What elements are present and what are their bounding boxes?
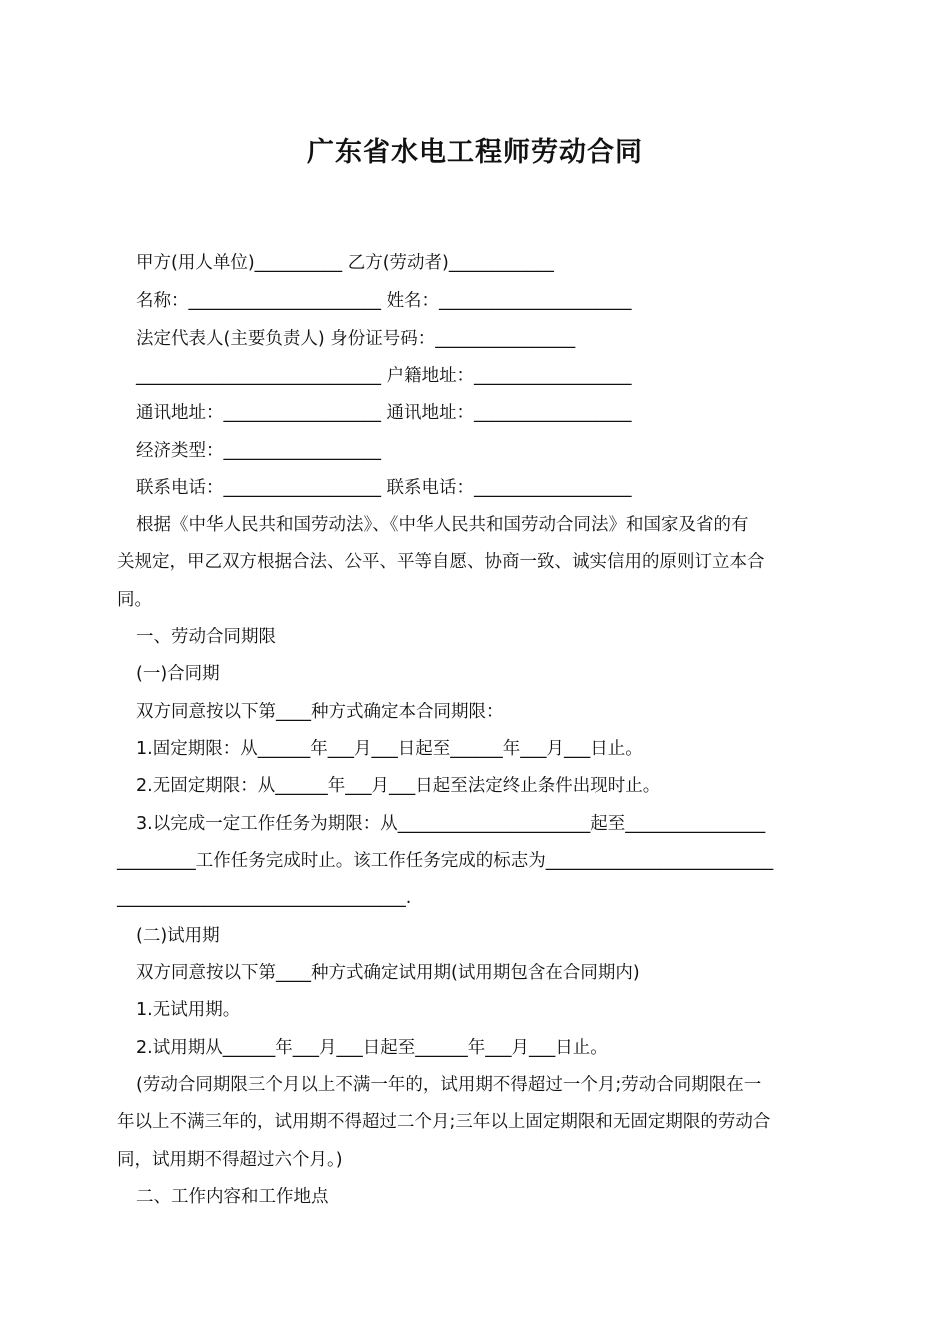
section-1-heading: 一、劳动合同期限 (136, 627, 276, 647)
representative-line: 法定代表人(主要负责人) 身份证号码：________________ (136, 329, 576, 349)
probation-method-line: 双方同意按以下第____种方式确定试用期(试用期包含在合同期内) (136, 963, 640, 983)
economic-type-line: 经济类型：__________________ (136, 441, 381, 461)
probation-period-line: 2.试用期从______年___月___日起至______年___月___日止。 (136, 1038, 608, 1058)
section-2-heading: 二、工作内容和工作地点 (136, 1187, 329, 1207)
no-probation-line: 1.无试用期。 (136, 1000, 241, 1020)
open-term-line: 2.无固定期限：从______年___月___日起至法定终止条件出现时止。 (136, 776, 661, 796)
probation-note-line-3: 同，试用期不得超过六个月。) (117, 1150, 343, 1170)
subsection-probation: (二)试用期 (136, 926, 220, 946)
party-header-line: 甲方(用人单位)__________ 乙方(劳动者)____________ (136, 253, 554, 273)
subsection-contract-term: (一)合同期 (136, 664, 220, 684)
page-title: 广东省水电工程师劳动合同 (307, 137, 643, 168)
name-line: 名称：______________________ 姓名：______________________ (136, 291, 632, 311)
term-method-line: 双方同意按以下第____种方式确定本合同期限： (136, 702, 504, 722)
phone-line: 联系电话：__________________ 联系电话：__________________ (136, 478, 632, 498)
probation-note-line-2: 年以上不满三年的，试用期不得超过二个月;三年以上固定期限和无固定期限的劳动合 (117, 1112, 771, 1132)
fixed-term-line: 1.固定期限：从______年___月___日起至______年___月___日止。 (136, 739, 643, 759)
preamble-line-2: 关规定，甲乙双方根据合法、公平、平等自愿、协商一致、诚实信用的原则订立本合 (117, 552, 765, 572)
household-address-line: ____________________________ 户籍地址：__________________ (136, 366, 632, 386)
task-term-line-2: _________工作任务完成时止。该工作任务完成的标志为__________________________ (117, 851, 774, 871)
preamble-line-1: 根据《中华人民共和国劳动法》、《中华人民共和国劳动合同法》和国家及省的有 (136, 515, 749, 535)
mailing-address-line: 通讯地址：__________________ 通讯地址：__________________ (136, 403, 632, 423)
task-term-line: 3.以完成一定工作任务为期限：从______________________起至________________ (136, 814, 766, 834)
probation-note-line-1: (劳动合同期限三个月以上不满一年的，试用期不得超过一个月;劳动合同期限在一 (136, 1075, 762, 1095)
task-term-line-3: _________________________________. (117, 888, 412, 908)
preamble-line-3: 同。 (117, 590, 152, 610)
